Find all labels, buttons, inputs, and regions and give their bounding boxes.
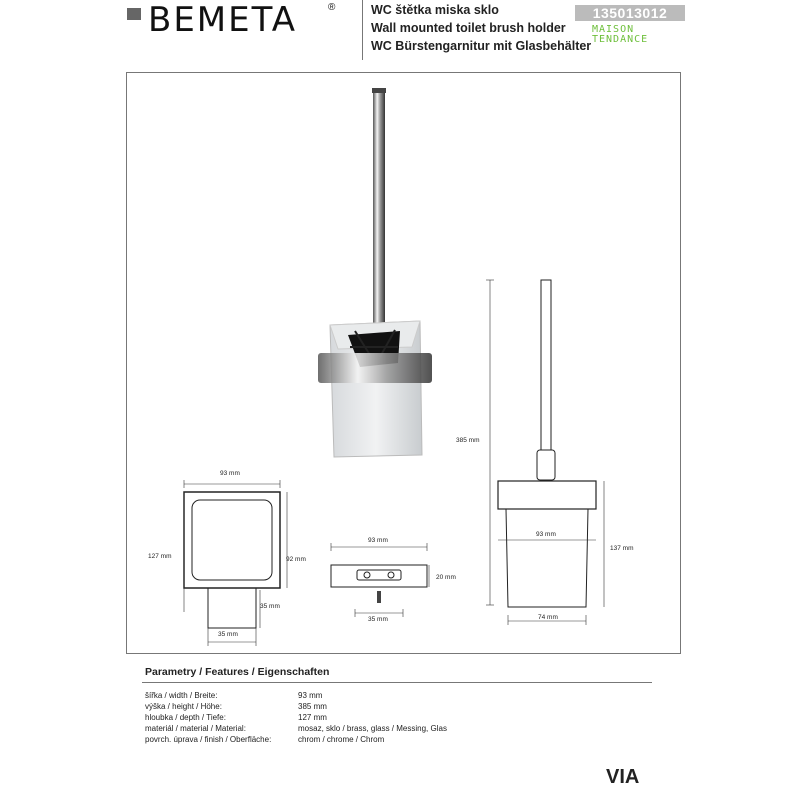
top-depth-dim: 20 mm xyxy=(436,574,456,581)
param-label: povrch. úprava / finish / Oberfläche: xyxy=(145,735,272,744)
front-height-total-dim: 127 mm xyxy=(148,553,172,560)
product-illustration xyxy=(300,85,450,465)
param-value: chrom / chrome / Chrom xyxy=(298,735,385,744)
brand-logo: BEMETA xyxy=(148,0,298,40)
top-width-dim: 93 mm xyxy=(368,537,388,544)
logo-mark xyxy=(127,8,141,20)
side-base-width-dim: 74 mm xyxy=(538,614,558,621)
watermark-bottom: TENDANCE xyxy=(592,34,649,45)
registered-mark: ® xyxy=(328,2,336,13)
params-divider xyxy=(142,682,652,683)
watermark-top: MAISON xyxy=(592,24,635,35)
param-label: výška / height / Höhe: xyxy=(145,702,222,711)
param-label: hloubka / depth / Tiefe: xyxy=(145,713,226,722)
side-height-total-dim: 385 mm xyxy=(456,437,480,444)
side-width-dim: 93 mm xyxy=(536,531,556,538)
param-value: 93 mm xyxy=(298,691,323,700)
title-cz: WC štětka miska sklo xyxy=(371,3,499,17)
series-name: VIA xyxy=(606,766,640,788)
front-width-dim: 93 mm xyxy=(220,470,240,477)
param-value: 127 mm xyxy=(298,713,327,722)
top-screw-dim: 35 mm xyxy=(368,616,388,623)
header-divider xyxy=(362,0,363,60)
product-code: 135013012 xyxy=(575,5,685,21)
param-label: materiál / material / Material: xyxy=(145,724,246,733)
title-en: Wall mounted toilet brush holder xyxy=(371,21,566,35)
front-stem-height-dim: 35 mm xyxy=(260,603,280,610)
top-view-drawing xyxy=(325,535,455,635)
front-height-box-dim: 92 mm xyxy=(286,556,306,563)
param-value: 385 mm xyxy=(298,702,327,711)
params-title: Parametry / Features / Eigenschaften xyxy=(145,666,330,678)
param-value: mosaz, sklo / brass, glass / Messing, Glas xyxy=(298,724,447,733)
title-de: WC Bürstengarnitur mit Glasbehälter xyxy=(371,39,592,53)
front-stem-width-dim: 35 mm xyxy=(218,631,238,638)
side-height-cup-dim: 137 mm xyxy=(610,545,634,552)
param-label: šířka / width / Breite: xyxy=(145,691,218,700)
side-view-drawing xyxy=(480,275,630,635)
